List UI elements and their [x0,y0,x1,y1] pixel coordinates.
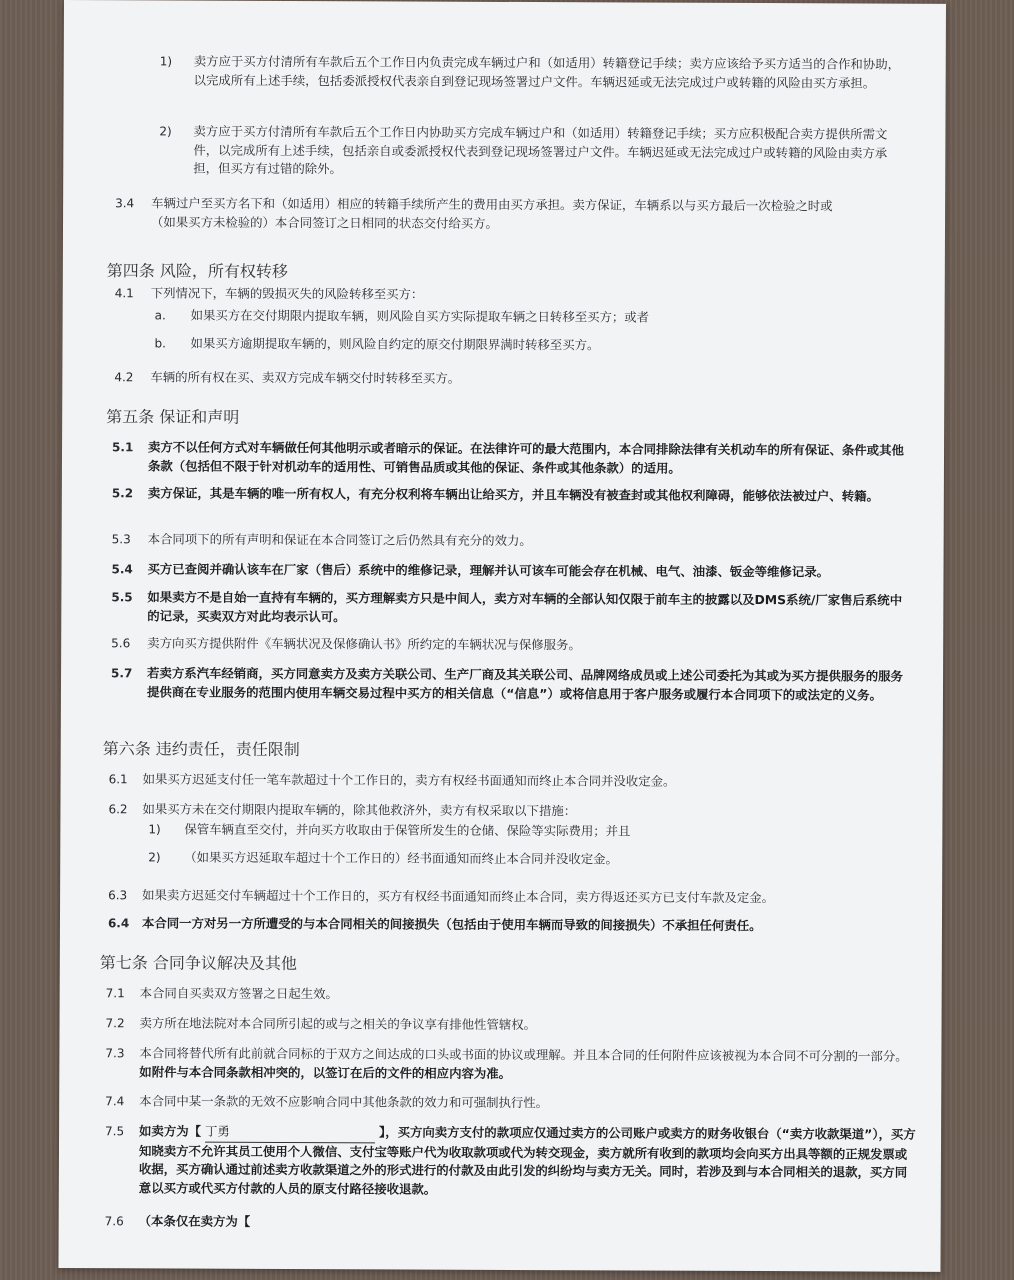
clause-number: 7.4 [105,1094,125,1109]
seller-name-field: 丁勇 [205,1123,375,1143]
clause-number: 7.5 [105,1124,125,1139]
clause-text: 买方已查阅并确认该车在厂家（售后）系统中的维修记录，理解并认可该车可能会存在机械、电气、油漆、钣金等维修记录。 [147,561,830,580]
clause-number: 7.3 [105,1046,125,1061]
article-heading: 第五条 保证和声明 [106,407,240,427]
article-heading: 第七条 合同争议解决及其他 [99,953,297,974]
clause-text: 保管车辆直至交付，并向买方收取由于保管所发生的仓储、保险等实际费用；并且 [184,821,631,839]
contract-page [58,0,946,1272]
clause-number: 6.4 [107,916,130,931]
clause-text: 如果卖方不是自始一直持有车辆的，买方理解卖方只是中间人，卖方对车辆的全部认知仅限于前车主的披露以及DMS系统/厂家售后系统中的记录，买卖双方对此均表示认可。 [147,589,903,624]
clause-text [139,1122,919,1200]
seller-prefix: 如卖方为【 [139,1123,202,1139]
clause-text: 本合同自买卖双方签署之日起生效。 [139,985,338,1002]
clause-text: （本条仅在卖方为【 [138,1213,251,1229]
clause-number: 6.2 [108,802,128,817]
clause-text: 车辆过户至买方名下和（如适用）相应的转籍手续所产生的费用由买方承担。卖方保证，车辆系以与买方最后一次检验之时或（如果买方未检验的）本合同签订之日相同的状态交付给买方。 [151,195,833,231]
clause-number: 5.2 [111,486,134,501]
clause-text: （如果买方迟延取车超过十个工作日的）经书面通知而终止本合同并没收定金。 [184,849,618,867]
clause-text-bold: 如附件与本合同条款相冲突的，以签订在后的文件的相应内容为准。 [139,1063,512,1081]
clause-number: 5.6 [111,636,131,651]
clause-number: 5.5 [111,590,133,605]
clause-number: 7.1 [105,986,125,1001]
clause-text: 卖方应于买方付清所有车款后五个工作日内协助买方完成车辆过户和（如适用）转籍登记手续；买方应积极配合卖方提供所需文件，以完成所有上述手续，包括亲自或委派授权代表到登记现场签署过户文件。车辆迟延或无法完成过户或转籍的风险由卖方承担，但买方有过错的除外。 [193,123,888,177]
clause-text: 卖方保证，其是车辆的唯一所有权人，有充分权利将车辆出让给买方，并且车辆没有被查封或其他权利障碍，能够依法被过户、转籍。 [147,485,879,504]
clause-text [139,1044,919,1084]
clause-text: 如果买方迟延支付任一笔车款超过十个工作日的，卖方有权经书面通知而终止本合同并没收定金。 [142,771,676,789]
clause-text: 下列情况下，车辆的毁损灭失的风险转移至买方： [150,285,424,302]
clause-text: 如果买方未在交付期限内提取车辆的，除其他救济外，卖方有权采取以下措施： [142,801,577,819]
clause-number: 3.4 [115,196,135,211]
clause-text: 本合同项下的所有声明和保证在本合同签订之后仍然具有充分的效力。 [147,531,532,549]
clause-number: a. [154,308,166,323]
clause-number: 5.1 [112,440,134,455]
clause-number: 4.1 [114,286,134,301]
clause-number: 7.2 [105,1016,125,1031]
clause-text: 本合同一方对另一方所遭受的与本合同相关的间接损失（包括由于使用车辆而导致的间接损失）不承担任何责任。 [141,915,762,934]
clause-number: 5.3 [111,532,131,547]
article-heading: 第六条 违约责任，责任限制 [102,739,300,760]
clause-number: b. [154,336,166,351]
clause-text: 如果买方逾期提取车辆的，则风险自约定的原交付期限界满时转移至买方。 [190,335,600,353]
clause-number: 2) [159,124,172,139]
clause-text: 如果卖方迟延交付车辆超过十个工作日的，买方有权经书面通知而终止本合同，卖方得返还买方已支付车款及定金。 [142,887,775,906]
clause-text: 如果买方在交付期限内提取车辆，则风险自买方实际提取车辆之日转移至买方；或者 [190,307,650,325]
clause-number: 5.7 [111,666,133,681]
clause-number: 1) [148,822,161,837]
clause-number: 1) [159,54,173,69]
clause-text: 卖方所在地法院对本合同所引起的或与之相关的争议享有排他性管辖权。 [139,1015,537,1033]
clause-text: 卖方应于买方付清所有车款后五个工作日内负责完成车辆过户和（如适用）转籍登记手续；卖方应该给予买方适当的合作和协助，以完成所有上述手续，包括委派授权代表亲自到登记现场签署过户文件。车辆迟延或无法完成过户或转籍的风险由买方承担。 [193,53,901,91]
clause-number: 4.2 [114,370,134,385]
clause-text: 车辆的所有权在买、卖双方完成车辆交付时转移至买方。 [150,369,461,386]
clause-number: 7.6 [104,1214,124,1229]
article-heading: 第四条 风险，所有权转移 [106,261,288,281]
clause-text: 本合同中某一条款的无效不应影响合同中其他条款的效力和可强制执行性。 [139,1093,549,1111]
clause-number: 2) [148,850,161,865]
clause-number: 6.3 [108,888,128,903]
clause-number: 5.4 [111,562,133,577]
clause-text: 卖方不以任何方式对车辆做任何其他明示或者暗示的保证。在法律许可的最大范围内，本合同排除法律有关机动车的所有保证、条件或其他条款（包括但不限于针对机动车的适用性、可销售品质或其他的保证、条件或其他条款）的适用。 [147,439,904,476]
clause-number: 6.1 [108,772,128,787]
clause-text-normal: 本合同将替代所有此前就合同标的于双方之间达成的口头或书面的协议或理解。并且本合同的任何附件应该被视为本合同不可分割的一部分。 [139,1045,908,1064]
clause-text: 若卖方系汽车经销商，买方同意卖方及卖方关联公司、生产厂商及其关联公司、品牌网络成员或上述公司委托为其或为买方提供服务的服务提供商在专业服务的范围内使用车辆交易过程中买方的相关信息（“信息”）或将信息用于客户服务或履行本合同项下的或法定的义务。 [146,665,903,703]
clause-text: 卖方向买方提供附件《车辆状况及保修确认书》所约定的车辆状况与保修服务。 [147,635,581,653]
clause-text-rest: 】，买方向卖方支付的款项应仅通过卖方的公司账户或卖方的财务收银台（“卖方收款渠道”），买方知晓卖方不允许其员工使用个人微信、支付宝等账户代为收取款项或代为转交现金，卖方就所有收到的款项均会向买方出具等额的正规发票或收据，买方确认通过前述卖方收款渠道之外的形式进行的付款及由此引发的纠纷均与卖方无关。同时，若涉及到与本合同相关的退款，买方同意以买方或代买方付款的人员的原支付路径接收退款。 [138,1124,916,1197]
